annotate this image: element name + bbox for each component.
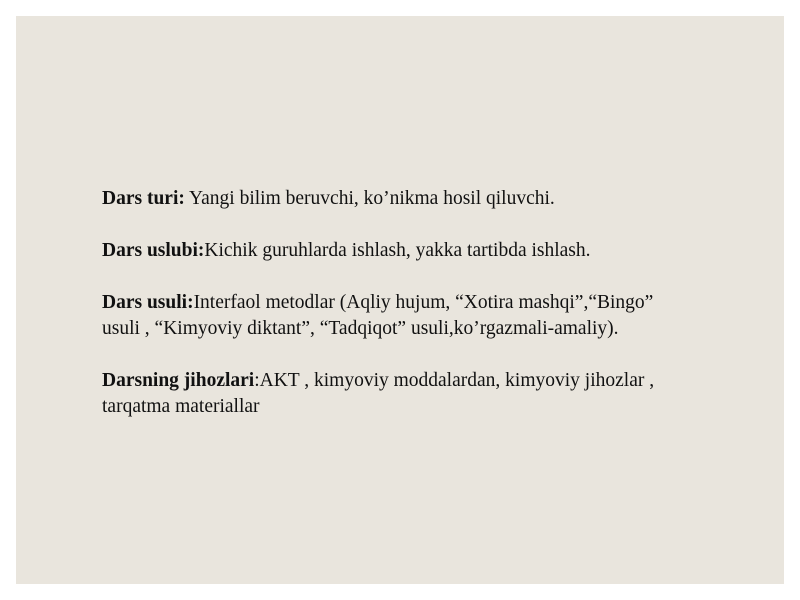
lesson-equipment-text: :AKT , kimyoviy moddalardan, kimyoviy jihozlar , tarqatma materiallar: [102, 370, 655, 417]
lesson-method-label: Dars usuli:: [102, 292, 194, 313]
lesson-type-label: Dars turi:: [102, 188, 185, 209]
lesson-equipment-paragraph: [102, 368, 682, 420]
lesson-equipment-label: Darsning jihozlari: [102, 370, 255, 391]
lesson-style-text: Kichik guruhlarda ishlash, yakka tartibda ishlash.: [204, 240, 591, 261]
lesson-info-text: [102, 186, 682, 420]
slide: [16, 16, 784, 584]
lesson-style-paragraph: [102, 238, 682, 264]
lesson-type-paragraph: [102, 186, 682, 212]
lesson-style-label: Dars uslubi:: [102, 240, 205, 261]
lesson-type-text: Yangi bilim beruvchi, ko’nikma hosil qiluvchi.: [184, 188, 555, 209]
lesson-method-text: Interfaol metodlar (Aqliy hujum, “Xotira mashqi”,“Bingo” usuli , “Kimyoviy diktant”, “Tadqiqot” usuli,ko’rgazmali-amaliy).: [102, 292, 654, 339]
lesson-method-paragraph: [102, 290, 682, 342]
